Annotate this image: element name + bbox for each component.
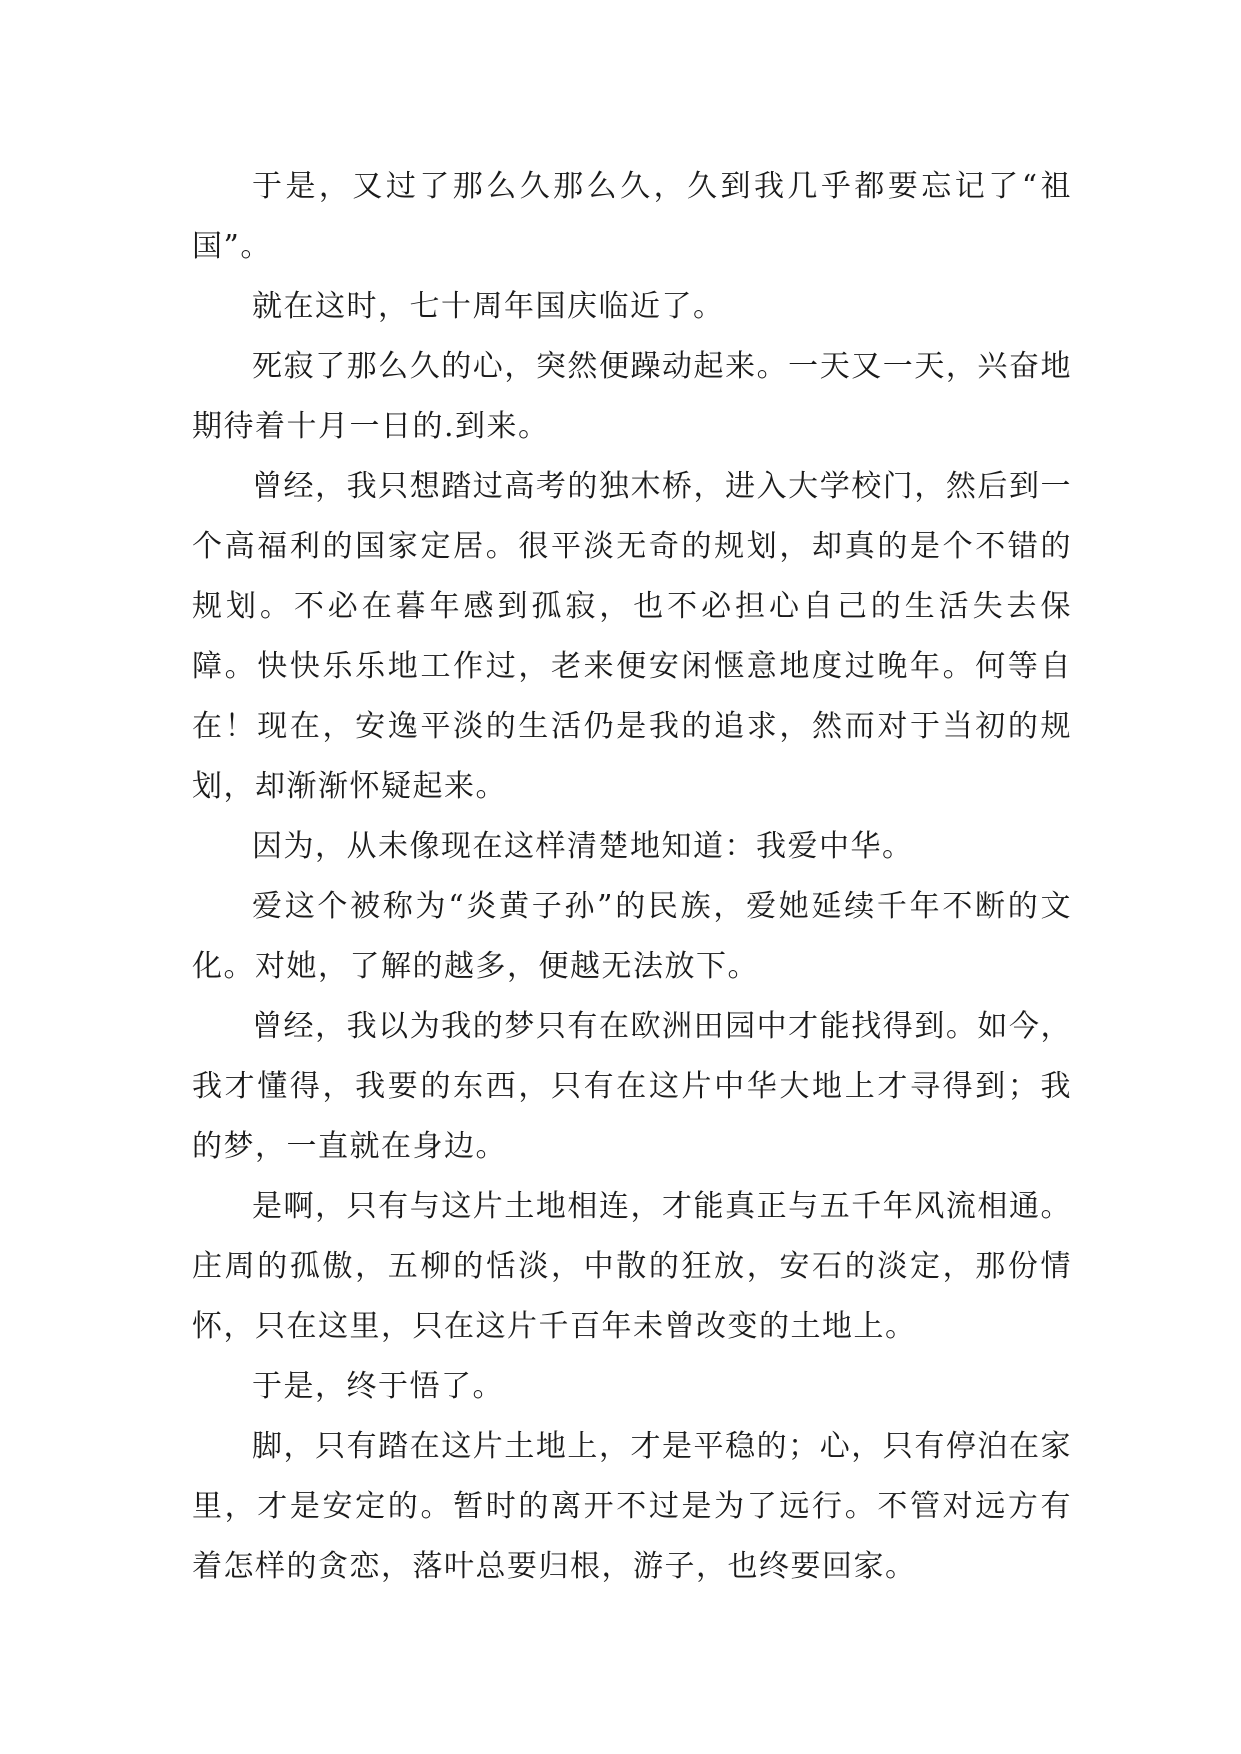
paragraph: 脚，只有踏在这片土地上，才是平稳的；心，只有停泊在家里，才是安定的。暂时的离开不过是为了远行。不管对远方有着怎样的贪恋，落叶总要归根，游子，也终要回家。: [192, 1429, 1072, 1584]
paragraph: 爱这个被称为“炎黄子孙”的民族，爱她延续千年不断的文化。对她，了解的越多，便越无法放下。: [192, 889, 1072, 984]
paragraph: 是啊，只有与这片土地相连，才能真正与五千年风流相通。庄周的孤傲，五柳的恬淡，中散的狂放，安石的淡定，那份情怀，只在这里，只在这片千百年未曾改变的土地上。: [192, 1189, 1072, 1344]
paragraph: 于是，又过了那么久那么久，久到我几乎都要忘记了“祖国”。: [192, 169, 1072, 264]
paragraph: 于是，终于悟了。: [252, 1369, 504, 1404]
paragraph: 死寂了那么久的心，突然便躁动起来。一天又一天，兴奋地期待着十月一日的.到来。: [192, 349, 1072, 444]
paragraph: 因为，从未像现在这样清楚地知道：我爱中华。: [252, 829, 914, 864]
paragraph: 就在这时，七十周年国庆临近了。: [252, 289, 725, 324]
paragraph: 曾经，我以为我的梦只有在欧洲田园中才能找得到。如今，我才懂得，我要的东西，只有在这片中华大地上才寻得到；我的梦，一直就在身边。: [192, 1009, 1072, 1164]
paragraph: 曾经，我只想踏过高考的独木桥，进入大学校门，然后到一个高福利的国家定居。很平淡无奇的规划，却真的是个不错的规划。不必在暮年感到孤寂，也不必担心自己的生活失去保障。快快乐乐地工作过，老来便安闲惬意地度过晚年。何等自在！现在，安逸平淡的生活仍是我的追求，然而对于当初的规划，却渐渐怀疑起来。: [192, 469, 1072, 804]
document-body: [192, 157, 1072, 1597]
